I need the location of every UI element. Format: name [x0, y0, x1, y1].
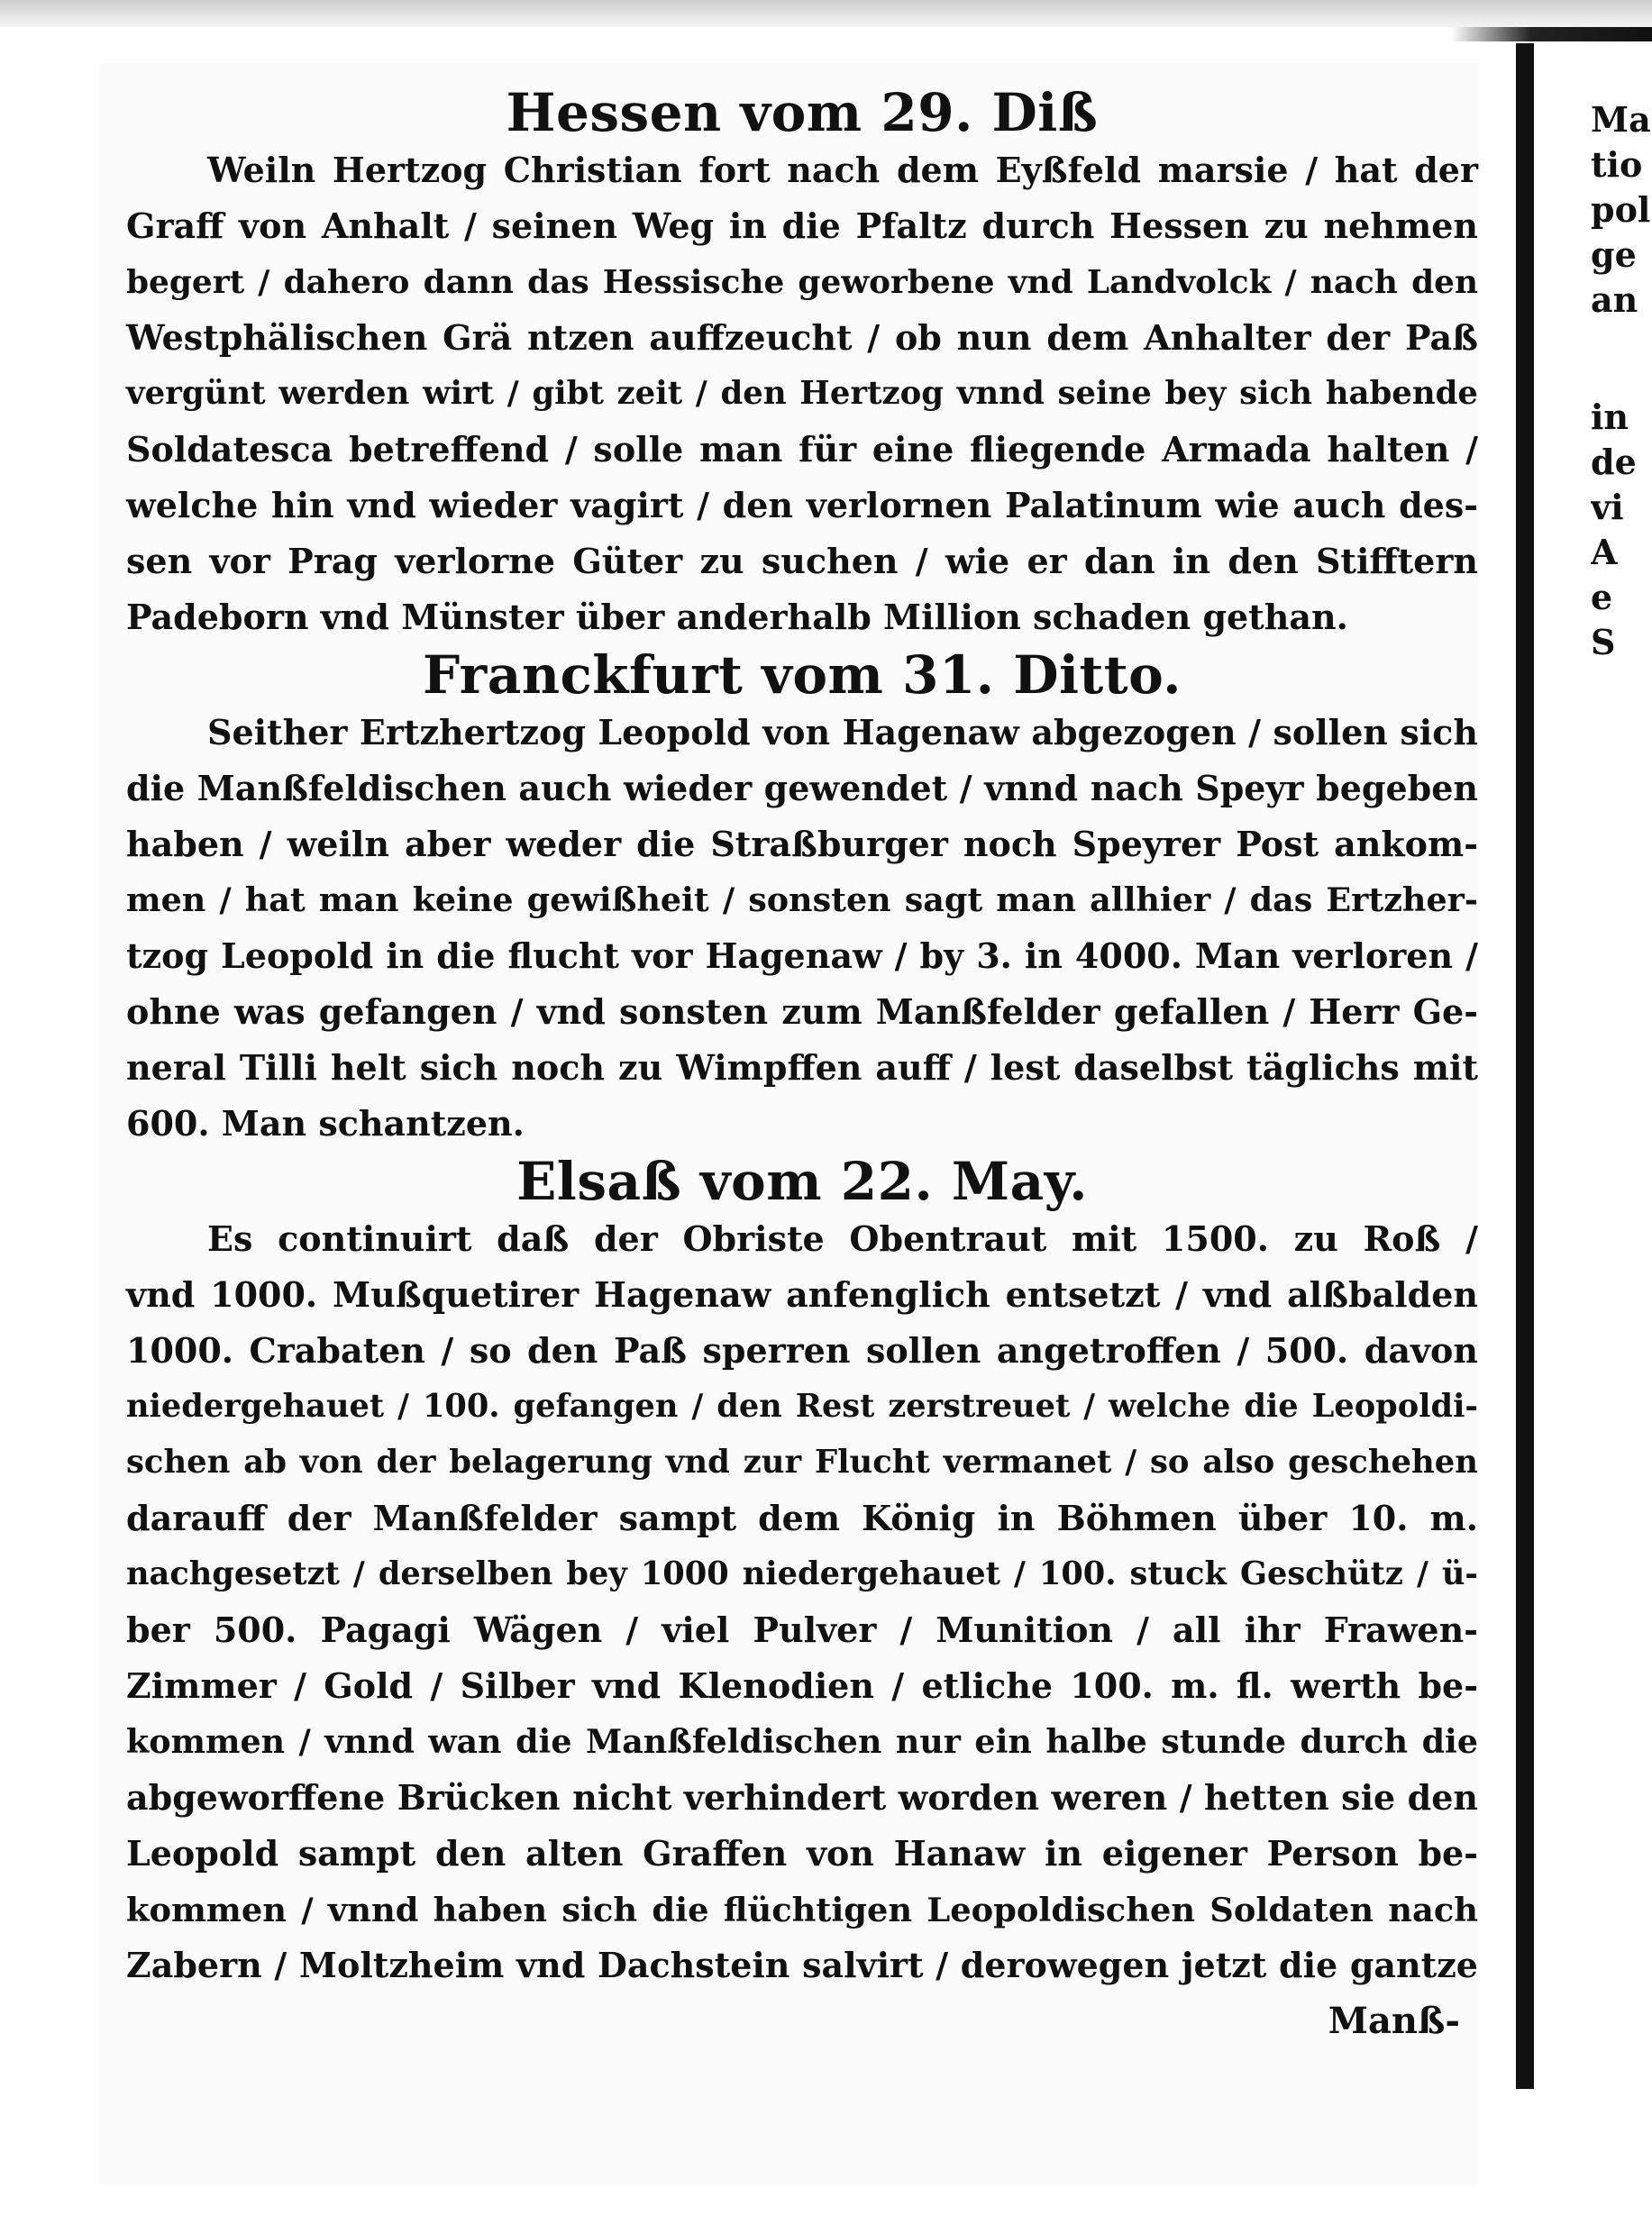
text-line: kommen / vnnd haben sich die flüchtigen Leopoldischen Soldaten nach — [126, 1890, 1478, 1929]
text-line: haben / weiln aber weder die Straßburger noch Speyrer Post ankom- — [126, 824, 1478, 864]
text-line: abgeworffene Brücken nicht verhindert worden weren / hetten sie den — [126, 1777, 1478, 1818]
text-line: Seither Ertzhertzog Leopold von Hagenaw abgezogen / sollen sich — [207, 712, 1478, 752]
text-line: 600. Man schantzen. — [126, 1103, 525, 1144]
text-line: men / hat man keine gewißheit / sonsten sagt man allhier / das Ertzher- — [126, 880, 1478, 919]
scanner-shadow — [0, 0, 1652, 27]
neighbour-page-column — [1591, 99, 1652, 667]
text-line: kommen / vnnd wan die Manßfeldischen nur ein halbe stunde durch die — [126, 1722, 1478, 1761]
neighbour-fragment: de — [1591, 442, 1637, 482]
neighbour-fragment: e — [1591, 577, 1613, 617]
text-line: Graff von Anhalt / seinen Weg in die Pfaltz durch Hessen zu nehmen — [126, 205, 1478, 246]
neighbour-fragment: tio — [1591, 144, 1643, 185]
neighbour-fragment: vi — [1591, 487, 1624, 527]
neighbour-fragment: S — [1591, 622, 1616, 662]
text-line: Zimmer / Gold / Silber vnd Klenodien / etliche 100. m. fl. werth be- — [126, 1665, 1478, 1706]
section-heading: Elsaß vom 22. May. — [516, 1151, 1088, 1212]
neighbour-fragment: ge — [1591, 234, 1637, 275]
text-line: Padeborn vnd Münster über anderhalb Million schaden gethan. — [126, 597, 1348, 637]
text-line: Soldatesca betreffend / solle man für eine fliegende Armada halten / — [126, 429, 1478, 470]
text-line: Westphälischen Grä ntzen auffzeucht / ob nun dem Anhalter der Paß — [126, 317, 1478, 358]
news-section-franckfurt — [126, 645, 1478, 1152]
neighbour-fragment: A — [1591, 532, 1618, 572]
text-line: ohne was gefangen / vnd sonsten zum Manßfelder gefallen / Herr Ge- — [126, 991, 1478, 1032]
text-line: Es continuirt daß der Obriste Obentraut mit 1500. zu Roß / — [207, 1218, 1478, 1259]
neighbour-fragment: pol — [1591, 189, 1651, 230]
text-line: neral Tilli helt sich noch zu Wimpffen auff / lest daselbst täglichs mit — [126, 1047, 1478, 1088]
text-line: Zabern / Moltzheim vnd Dachstein salvirt / derowegen jetzt die gantze — [126, 1945, 1478, 1985]
text-line: sen vor Prag verlorne Güter zu suchen / wie er dan in den Stifftern — [126, 541, 1478, 581]
news-text — [126, 83, 1478, 2049]
text-line: begert / dahero dann das Hessische geworbene vnd Landvolck / nach den — [126, 263, 1478, 301]
section-heading: Franckfurt vom 31. Ditto. — [423, 644, 1182, 706]
text-line: 1000. Crabaten / so den Paß sperren sollen angetroffen / 500. davon — [126, 1330, 1478, 1371]
text-line: nachgesetzt / derselben bey 1000 niedergehauet / 100. stuck Geschütz / ü- — [126, 1555, 1478, 1592]
text-line: schen ab von der belagerung vnd zur Flucht vermanet / so also geschehen — [126, 1444, 1478, 1481]
binding-shadow — [1451, 27, 1652, 41]
text-line: ber 500. Pagagi Wägen / viel Pulver / Munition / all ihr Frawen- — [126, 1609, 1478, 1650]
text-line: Leopold sampt den alten Graffen von Hanaw in eigener Person be- — [126, 1833, 1478, 1874]
text-line: vnd 1000. Mußquetirer Hagenaw anfenglich entsetzt / vnd alßbalden — [126, 1274, 1478, 1315]
neighbour-fragment: an — [1591, 279, 1638, 320]
catchword: Manß- — [1328, 2000, 1460, 2042]
news-section-hessen — [126, 83, 1478, 645]
neighbour-fragment: Ma — [1591, 99, 1651, 140]
page-gutter — [1516, 43, 1534, 2089]
section-heading: Hessen vom 29. Diß — [506, 82, 1099, 143]
text-line: Weiln Hertzog Christian fort nach dem Eyßfeld marsie / hat der — [207, 150, 1478, 190]
text-line: niedergehauet / 100. gefangen / den Rest zerstreuet / welche die Leopoldi- — [126, 1388, 1478, 1425]
text-line: die Manßfeldischen auch wieder gewendet / vnnd nach Speyr begeben — [126, 768, 1478, 808]
news-section-elsass — [126, 1152, 1478, 1993]
text-line: vergünt werden wirt / gibt zeit / den Hertzog vnnd seine bey sich habende — [126, 375, 1478, 412]
neighbour-fragment: in — [1591, 397, 1629, 437]
text-line: tzog Leopold in die flucht vor Hagenaw / by 3. in 4000. Man verloren / — [126, 935, 1478, 976]
text-line: darauff der Manßfelder sampt dem König in Böhmen über 10. m. — [126, 1498, 1478, 1538]
text-line: welche hin vnd wieder vagirt / den verlornen Palatinum wie auch des- — [126, 485, 1478, 525]
